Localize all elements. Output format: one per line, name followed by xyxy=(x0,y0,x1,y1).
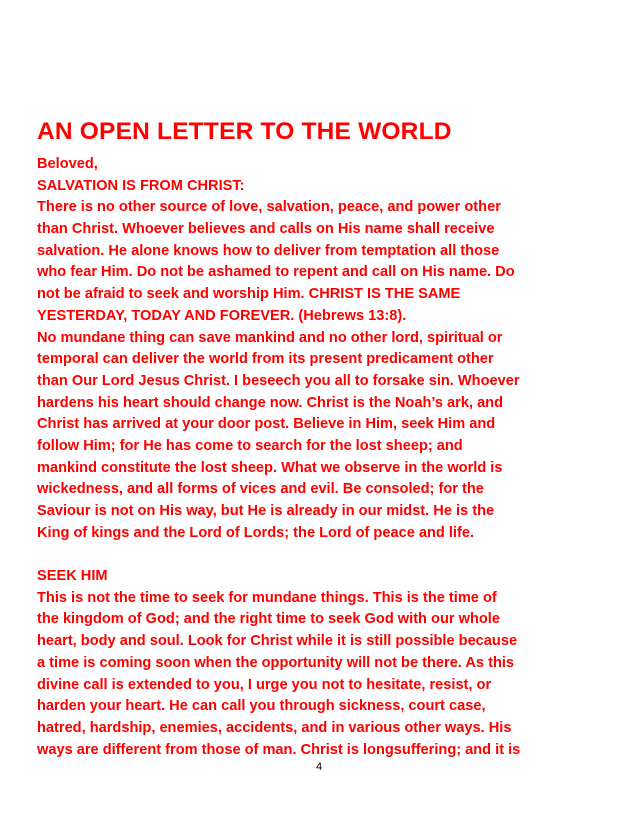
text-line: than Our Lord Jesus Christ. I beseech you all to forsake sin. Whoever xyxy=(37,372,520,389)
paragraph-spacer xyxy=(37,544,607,566)
text-line: harden your heart. He can call you through sickness, court case, xyxy=(37,698,486,715)
text-line: hardens his heart should change now. Christ is the Noah’s ark, and xyxy=(37,394,504,411)
page-number: 4 xyxy=(315,761,323,773)
text-line: than Christ. Whoever believes and calls on His name shall receive xyxy=(37,221,495,238)
text-line: a time is coming soon when the opportunity will not be there. As this xyxy=(37,654,515,671)
text-line: Saviour is not on His way, but He is already in our midst. He is the xyxy=(37,503,495,519)
text-line: Christ has arrived at your door post. Believe in Him, seek Him and xyxy=(37,416,496,433)
text-line: King of kings and the Lord of Lords; the Lord of peace and life. xyxy=(37,524,475,541)
text-line: No mundane thing can save mankind and no other lord, spiritual or xyxy=(37,329,503,346)
text-line: heart, body and soul. Look for Christ while it is still possible because xyxy=(37,633,518,650)
text-line: Beloved, xyxy=(37,156,98,172)
text-line: salvation. He alone knows how to deliver from temptation all those xyxy=(37,242,500,259)
text-line: who fear Him. Do not be ashamed to repent and call on His name. Do xyxy=(37,264,515,281)
document-title: AN OPEN LETTER TO THE WORLD xyxy=(37,118,452,145)
text-line: wickedness, and all forms of vices and evil. Be consoled; for the xyxy=(37,481,484,498)
text-line: divine call is extended to you, I urge you not to hesitate, resist, or xyxy=(37,676,492,693)
text-line: temporal can deliver the world from its present predicament other xyxy=(37,351,494,368)
text-line: SALVATION IS FROM CHRIST: xyxy=(37,177,245,194)
text-line: YESTERDAY, TODAY AND FOREVER. (Hebrews 13:8). xyxy=(37,307,407,324)
section-heading: SEEK HIM xyxy=(37,568,108,585)
letter-body xyxy=(37,154,607,761)
text-line: the kingdom of God; and the right time to seek God with our whole xyxy=(37,611,500,628)
text-line: ways are different from those of man. Christ is longsuffering; and it is xyxy=(37,741,521,758)
text-line: There is no other source of love, salvation, peace, and power other xyxy=(37,199,501,216)
text-line: hatred, hardship, enemies, accidents, and in various other ways. His xyxy=(37,719,512,736)
text-line: This is not the time to seek for mundane things. This is the time of xyxy=(37,589,497,606)
text-line: mankind constitute the lost sheep. What we observe in the world is xyxy=(37,459,503,476)
text-line: not be afraid to seek and worship Him. CHRIST IS THE SAME xyxy=(37,286,461,303)
text-line: follow Him; for He has come to search for the lost sheep; and xyxy=(37,437,463,454)
